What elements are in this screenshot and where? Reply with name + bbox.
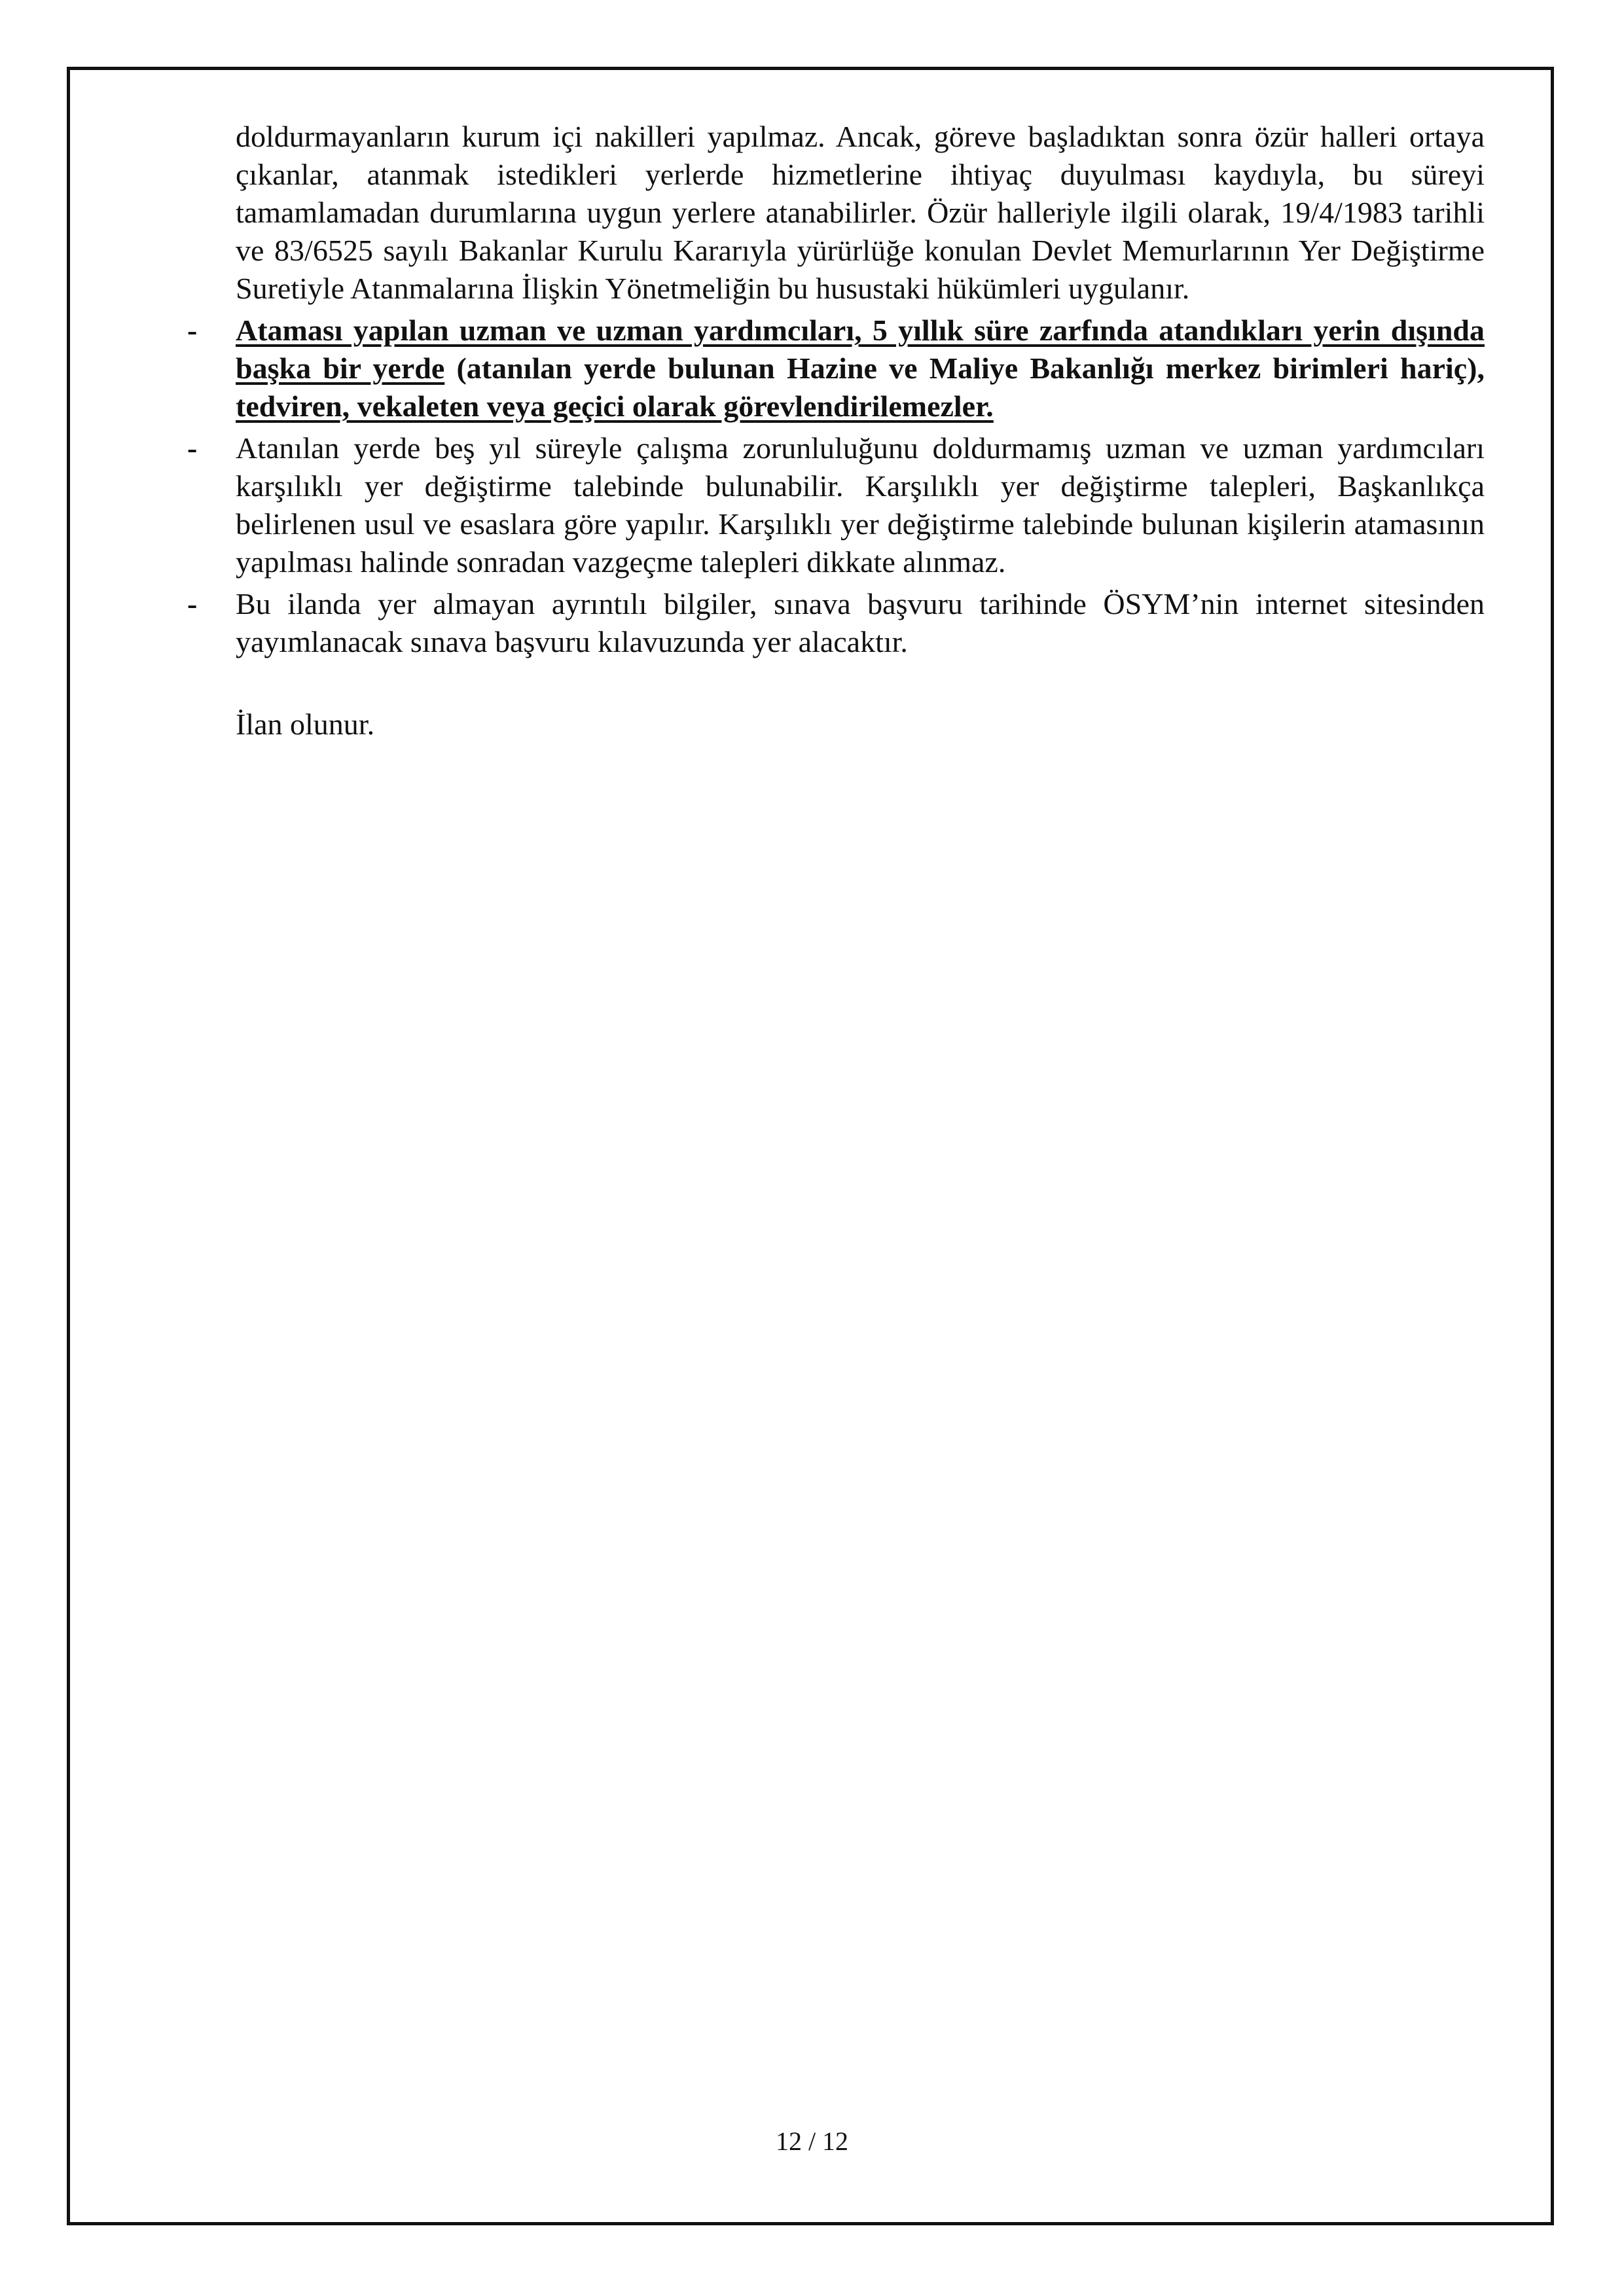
bullet-dash: - (187, 431, 198, 465)
rules-list (187, 312, 1485, 661)
bullet-dash: - (187, 587, 198, 620)
restriction-assignment-text: tedviren, vekaleten veya geçici olarak görevlendirilemezler. (236, 389, 994, 423)
list-item-detailed-info (187, 585, 1485, 661)
list-item-mutual-transfer (187, 429, 1485, 581)
detailed-info-text: Bu ilanda yer almayan ayrıntılı bilgiler, sınava başvuru tarihinde ÖSYM’nin internet sitesinden yayımlanacak sınava başvuru kılavuzunda yer alacaktır. (236, 587, 1485, 658)
bullet-dash: - (187, 314, 198, 347)
document-body (187, 118, 1485, 744)
closing-statement: İlan olunur. (236, 708, 375, 741)
intro-paragraph: doldurmayanların kurum içi nakilleri yapılmaz. Ancak, göreve başladıktan sonra özür halleri ortaya çıkanlar, atanmak istedikleri yerlerde hizmetlerine ihtiyaç duyulması kaydıyla, bu süreyi tamamlamadan durumlarına uygun yerlere atanabilirler. Özür halleriyle ilgili olarak, 19/4/1983 tarihli ve 83/6525 sayılı Bakanlar Kurulu Kararıyla yürürlüğe konulan Devlet Memurlarının Yer Değiştirme Suretiyle Atanmalarına İlişkin Yönetmeliğin bu husustaki hükümleri uygulanır. (236, 120, 1485, 305)
restriction-text-underlined: Ataması yapılan uzman ve uzman yardımcıları, 5 yıllık süre zarfında atandıkları yerin dışında başka bir yerde (236, 314, 1485, 385)
page-number: 12 / 12 (775, 2126, 849, 2156)
list-item-assignment-restriction (187, 312, 1485, 425)
restriction-exception-text: (atanılan yerde bulunan Hazine ve Maliye Bakanlığı merkez birimleri hariç), (444, 351, 1485, 385)
mutual-transfer-text: Atanılan yerde beş yıl süreyle çalışma zorunluluğunu doldurmamış uzman ve uzman yardımcıları karşılıklı yer değiştirme talebinde bulunabilir. Karşılıklı yer değiştirme talepleri, Başkanlıkça belirlenen usul ve esaslara göre yapılır. Karşılıklı yer değiştirme talebinde bulunan kişilerin atamasının yapılması halinde sonradan vazgeçme talepleri dikkate alınmaz. (236, 431, 1485, 579)
